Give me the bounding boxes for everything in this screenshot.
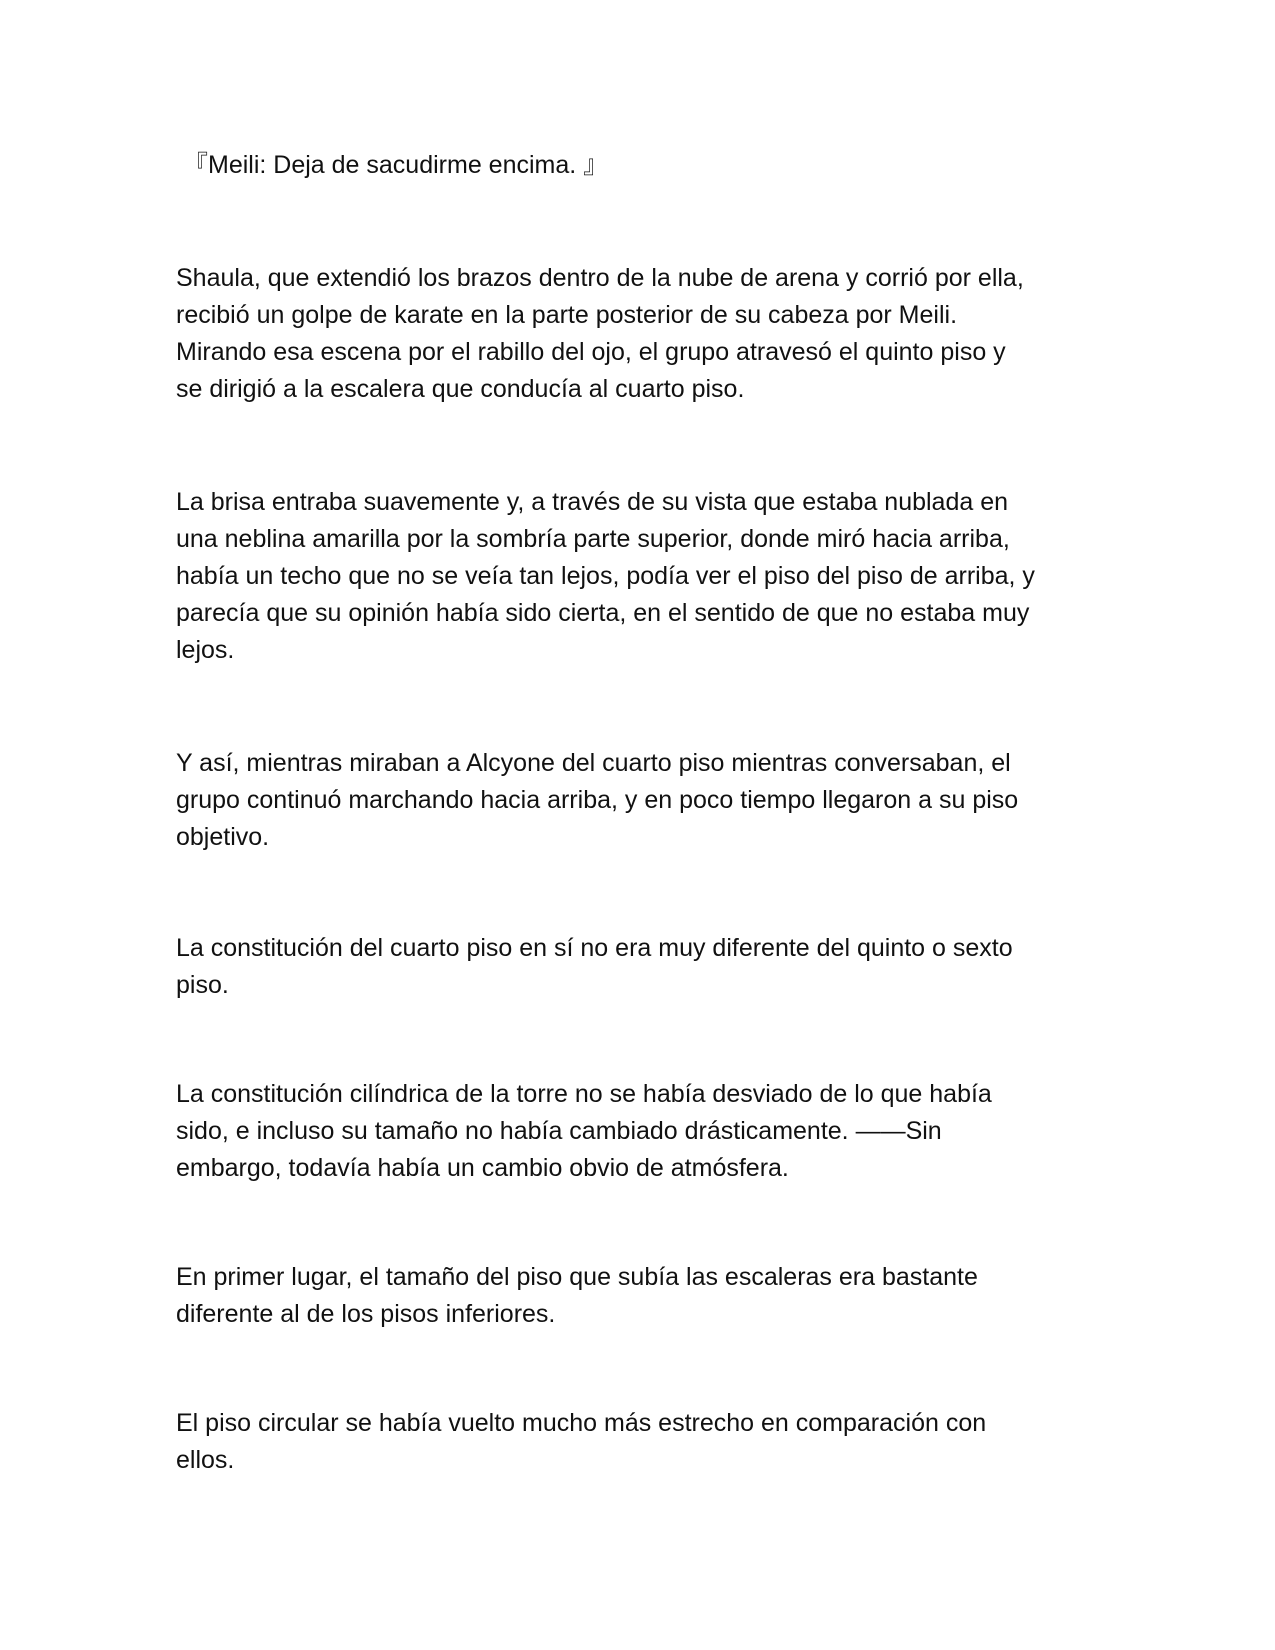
text-line: una neblina amarilla por la sombría parte superior, donde miró hacia arriba, bbox=[176, 525, 1010, 553]
body-paragraph bbox=[176, 260, 1076, 408]
text-line: se dirigió a la escalera que conducía al cuarto piso. bbox=[176, 375, 745, 403]
body-paragraph bbox=[176, 1405, 1076, 1479]
body-paragraph bbox=[176, 1076, 1076, 1187]
text-line: sido, e incluso su tamaño no había cambiado drásticamente. ——Sin bbox=[176, 1117, 942, 1145]
text-line: 『Meili: Deja de sacudirme encima. 』 bbox=[183, 151, 609, 179]
text-line: piso. bbox=[176, 971, 229, 999]
dialogue-paragraph bbox=[183, 147, 1083, 184]
text-line: Y así, mientras miraban a Alcyone del cuarto piso mientras conversaban, el bbox=[176, 749, 1011, 777]
text-line: lejos. bbox=[176, 636, 235, 664]
body-paragraph bbox=[176, 930, 1076, 1004]
text-line: La brisa entraba suavemente y, a través de su vista que estaba nublada en bbox=[176, 488, 1009, 516]
text-line: diferente al de los pisos inferiores. bbox=[176, 1300, 556, 1328]
text-line: grupo continuó marchando hacia arriba, y en poco tiempo llegaron a su piso bbox=[176, 786, 1019, 814]
text-line: En primer lugar, el tamaño del piso que subía las escaleras era bastante bbox=[176, 1263, 978, 1291]
text-line: objetivo. bbox=[176, 823, 270, 851]
text-line: embargo, todavía había un cambio obvio de atmósfera. bbox=[176, 1154, 789, 1182]
body-paragraph bbox=[176, 1259, 1076, 1333]
text-line: parecía que su opinión había sido cierta, en el sentido de que no estaba muy bbox=[176, 599, 1030, 627]
body-paragraph bbox=[176, 484, 1076, 669]
text-line: La constitución del cuarto piso en sí no era muy diferente del quinto o sexto bbox=[176, 934, 1013, 962]
text-line: Shaula, que extendió los brazos dentro de la nube de arena y corrió por ella, bbox=[176, 264, 1024, 292]
text-line: La constitución cilíndrica de la torre no se había desviado de lo que había bbox=[176, 1080, 992, 1108]
text-line: había un techo que no se veía tan lejos, podía ver el piso del piso de arriba, y bbox=[176, 562, 1035, 590]
body-paragraph bbox=[176, 745, 1076, 856]
text-line: ellos. bbox=[176, 1446, 235, 1474]
text-line: recibió un golpe de karate en la parte posterior de su cabeza por Meili. bbox=[176, 301, 958, 329]
text-line: El piso circular se había vuelto mucho más estrecho en comparación con bbox=[176, 1409, 987, 1437]
text-line: Mirando esa escena por el rabillo del ojo, el grupo atravesó el quinto piso y bbox=[176, 338, 1006, 366]
